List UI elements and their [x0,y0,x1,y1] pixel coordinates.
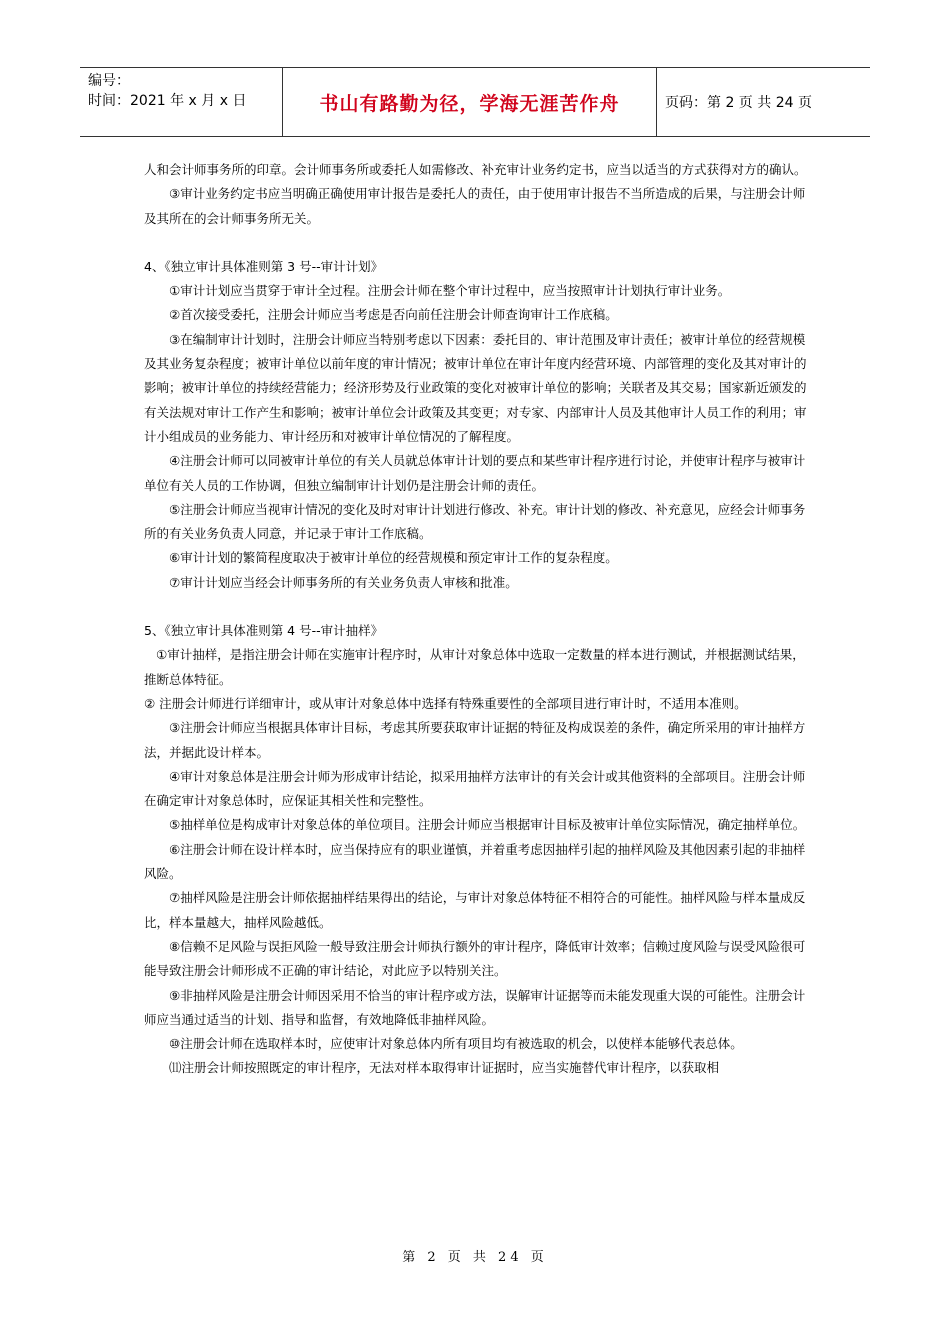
paragraph: ⑦抽样风险是注册会计师依据抽样结果得出的结论，与审计对象总体特征不相符合的可能性。抽样风险与样本量成反比，样本量越大，抽样风险越低。 [144,890,806,930]
paragraph: ⑤抽样单位是构成审计对象总体的单位项目。注册会计师应当根据审计目标及被审计单位实际情况，确定抽样单位。 [169,817,806,833]
paragraph: 4、《独立审计具体准则第 3 号--审计计划》 [144,258,384,274]
document-body [144,158,814,1081]
header-motto: 书山有路勤为径，学海无涯苦作舟 [283,68,657,136]
paragraph: ⑧信赖不足风险与误拒风险一般导致注册会计师执行额外的审计程序，降低审计效率；信赖过度风险与误受风险很可能导致注册会计师形成不正确的审计结论，对此应予以特别关注。 [144,938,806,979]
paragraph-spacer [144,231,814,255]
header-meta [80,68,283,136]
paragraph: ③注册会计师应当根据具体审计目标，考虑其所要获取审计证据的特征及构成误差的条件，确定所采用的审计抽样方法，并据此设计样本。 [144,720,806,760]
header-page-info: 页码：第 2 页 共 24 页 [665,95,812,111]
header-date: 时间：2021 年 x 月 x 日 [88,93,247,109]
paragraph: ①审计抽样，是指注册会计师在实施审计程序时，从审计对象总体中选取一定数量的样本进行测试，并根据测试结果，推断总体特征。 [144,647,805,687]
paragraph: ⑦审计计划应当经会计师事务所的有关业务负责人审核和批准。 [169,574,518,590]
paragraph: ② 注册会计师进行详细审计，或从审计对象总体中选择有特殊重要性的全部项目进行审计时，不适用本准则。 [144,695,747,711]
paragraph: ②首次接受委托，注册会计师应当考虑是否向前任注册会计师查询审计工作底稿。 [169,307,618,323]
paragraph: 5、《独立审计具体准则第 4 号--审计抽样》 [144,623,384,639]
paragraph: ⑥审计计划的繁简程度取决于被审计单位的经营规模和预定审计工作的复杂程度。 [169,550,618,566]
paragraph-spacer [144,595,814,619]
paragraph: ③在编制审计计划时，注册会计师应当特别考虑以下因素：委托目的、审计范围及审计责任；被审计单位的经营规模及其业务复杂程度；被审计单位以前年度的审计情况；被审计单位在审计年度内经营环境、内部管理的变化及其对审计的影响；被审计单位的持续经营能力；经济形势及行业政策的变化对被审计单位的影响；关联者及其交易；国家新近颁发的有关法规对审计工作产生和影响；被审计单位会计政策及其变更；对专家、内部审计人员及其他审计人员工作的利用；审计小组成员的业务能力、审计经历和对被审计单位情况的了解程度。 [144,331,807,444]
page-footer: 第 2 页 共 24 页 [402,1250,548,1265]
page-header [80,67,870,137]
paragraph: ④注册会计师可以同被审计单位的有关人员就总体审计计划的要点和某些审计程序进行讨论，并使审计程序与被审计单位有关人员的工作协调，但独立编制审计计划仍是注册会计师的责任。 [144,453,806,493]
header-number-label: 编号： [88,73,130,89]
paragraph: ⑤注册会计师应当视审计情况的变化及时对审计计划进行修改、补充。审计计划的修改、补充意见，应经会计师事务所的有关业务负责人同意，并记录于审计工作底稿。 [144,501,806,542]
paragraph: ⑥注册会计师在设计样本时，应当保持应有的职业谨慎，并着重考虑因抽样引起的抽样风险及其他因素引起的非抽样风险。 [144,841,806,882]
paragraph: ①审计计划应当贯穿于审计全过程。注册会计师在整个审计过程中，应当按照审计计划执行审计业务。 [169,283,731,299]
paragraph: 人和会计师事务所的印章。会计师事务所或委托人如需修改、补充审计业务约定书，应当以适当的方式获得对方的确认。 [144,162,807,177]
paragraph: ⑨非抽样风险是注册会计师因采用不恰当的审计程序或方法，误解审计证据等而未能发现重大误的可能性。注册会计师应当通过适当的计划、指导和监督，有效地降低非抽样风险。 [144,987,806,1027]
paragraph: ⑩注册会计师在选取样本时，应使审计对象总体内所有项目均有被选取的机会，以使样本能够代表总体。 [169,1036,743,1052]
paragraph: ④审计对象总体是注册会计师为形成审计结论，拟采用抽样方法审计的有关会计或其他资料的全部项目。注册会计师在确定审计对象总体时，应保证其相关性和完整性。 [144,768,806,809]
paragraph: ⑾注册会计师按照既定的审计程序，无法对样本取得审计证据时，应当实施替代审计程序，以获取相 [169,1060,720,1076]
paragraph: ③审计业务约定书应当明确正确使用审计报告是委托人的责任，由于使用审计报告不当所造成的后果，与注册会计师及其所在的会计师事务所无关。 [144,186,806,226]
